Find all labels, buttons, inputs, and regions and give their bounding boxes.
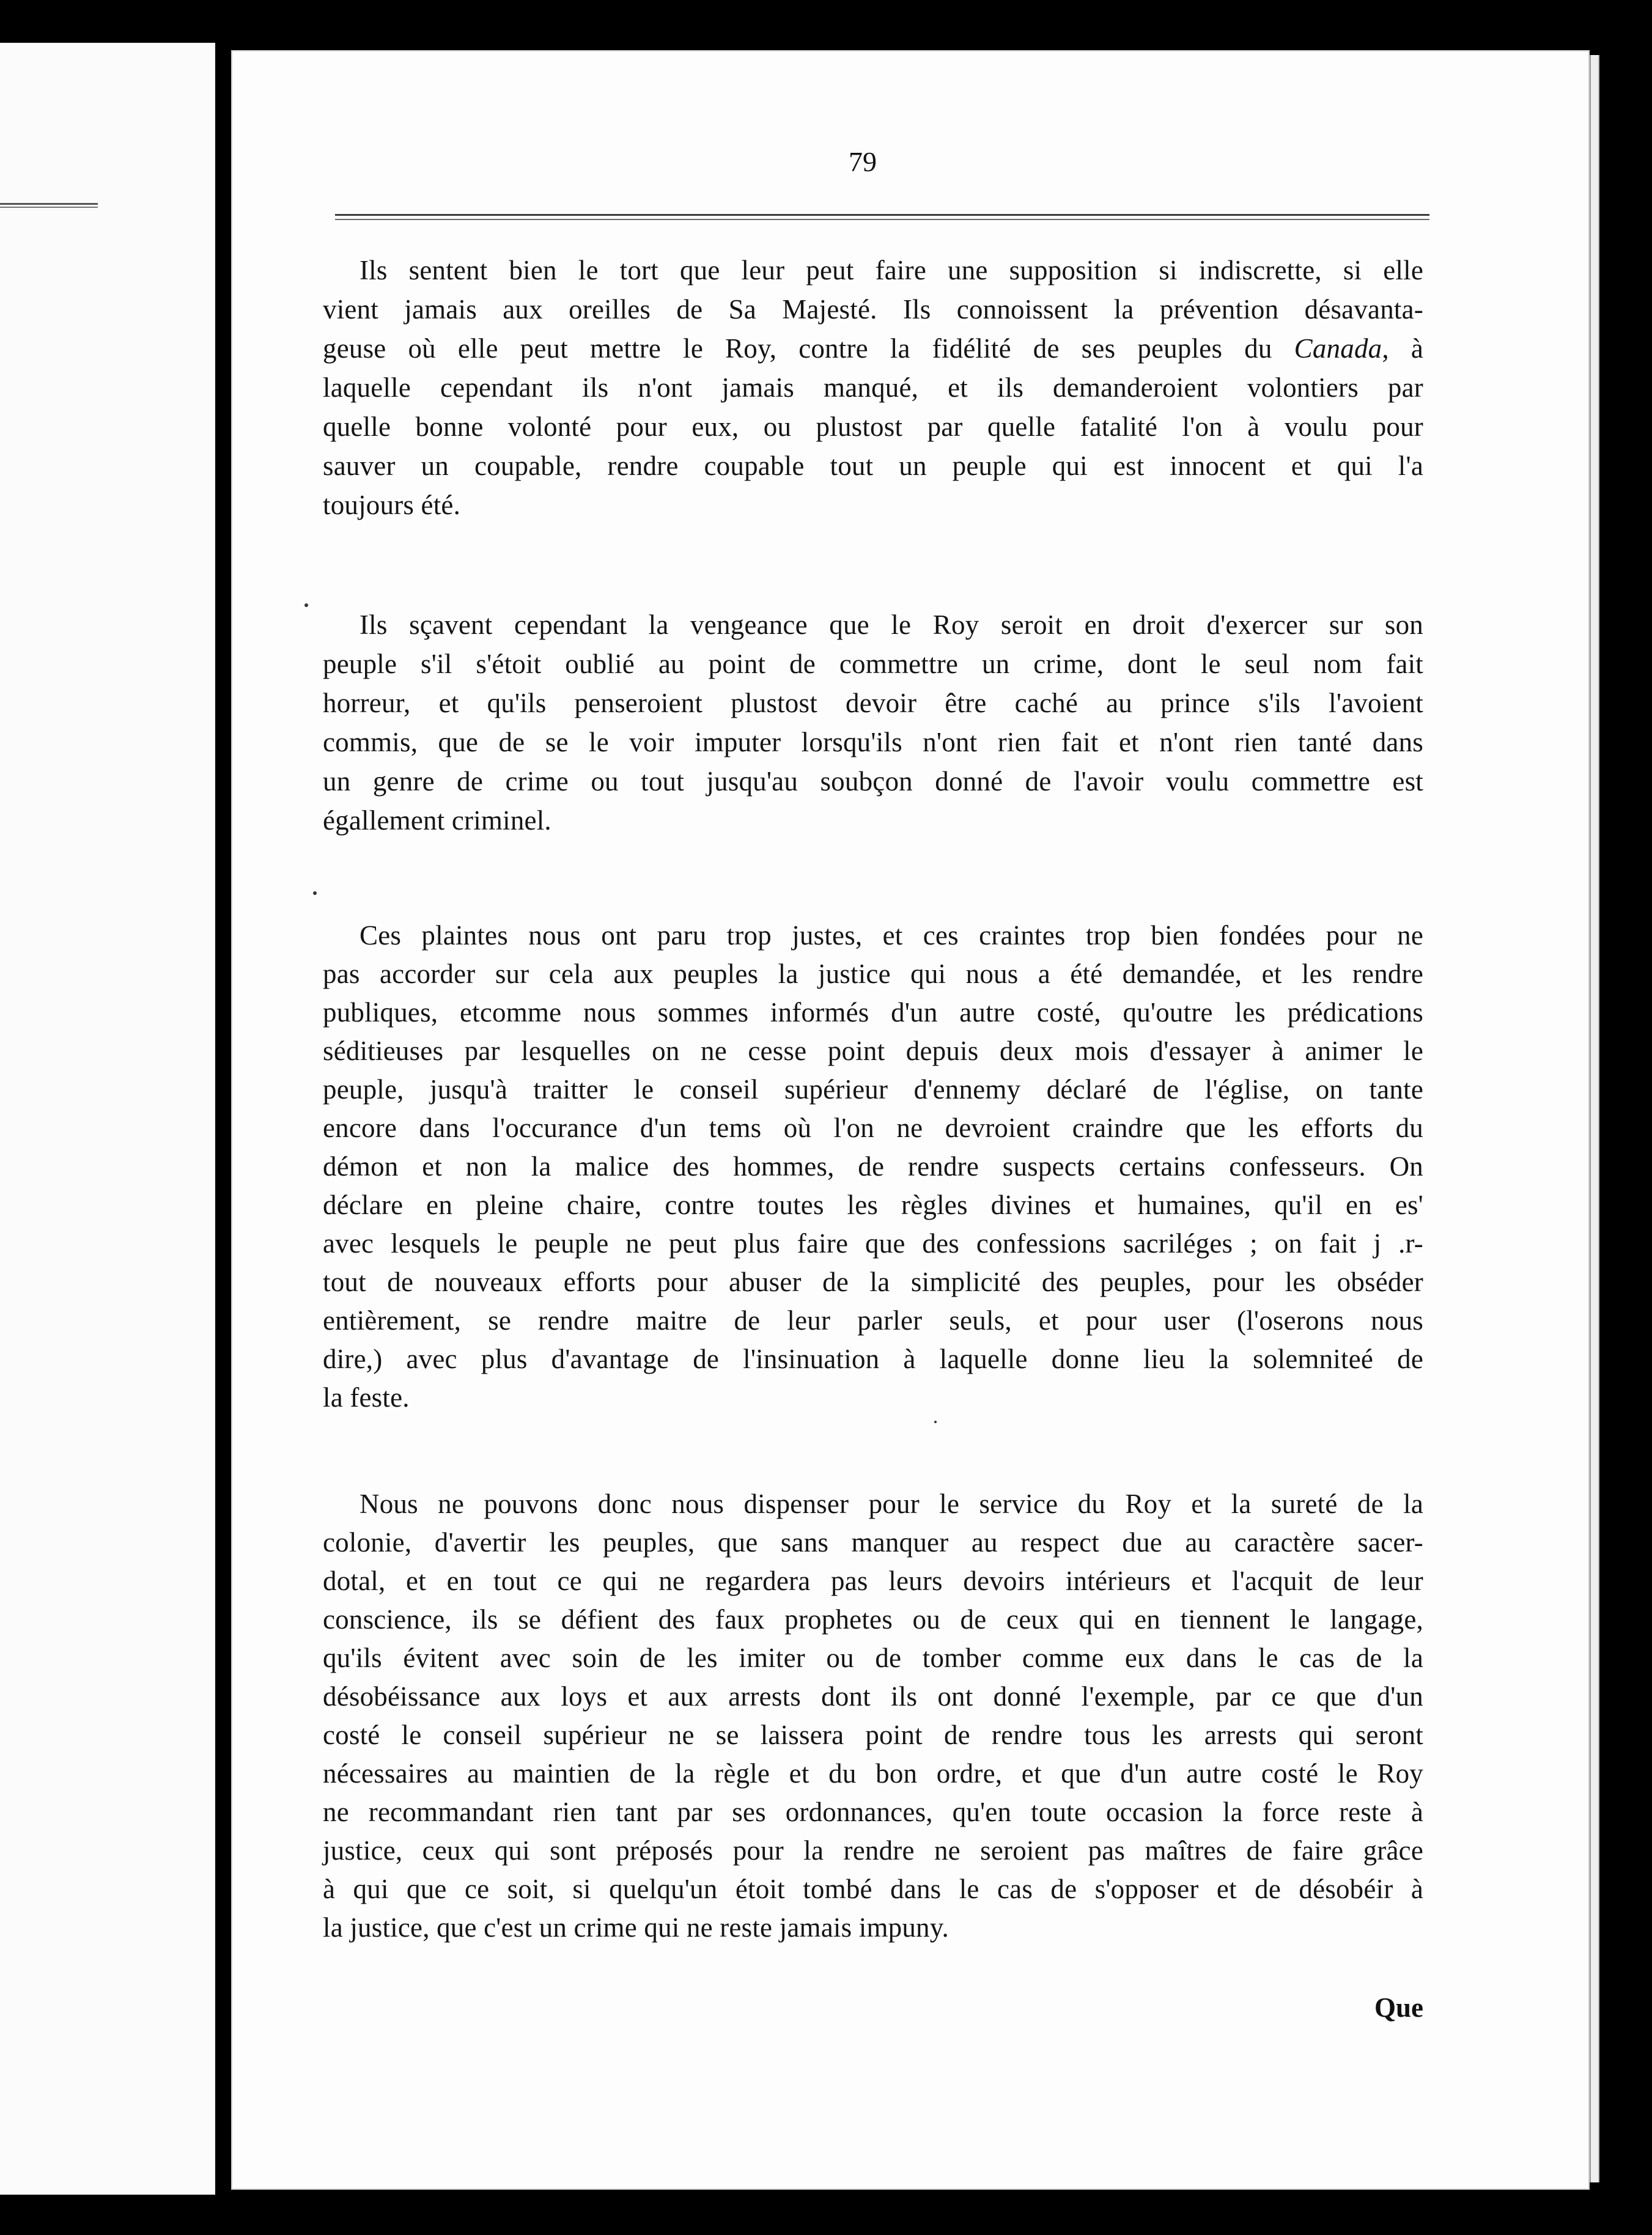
scan-speck <box>304 603 308 607</box>
text-line: dotal, et en tout ce qui ne regardera pas leurs devoirs intérieurs et l'acquit de leur <box>323 1566 1423 1596</box>
text-line <box>323 335 1423 363</box>
left-page-fragment <box>0 43 215 2195</box>
text-line: costé le conseil supérieur ne se laissera point de rendre tous les arrests qui seront <box>323 1720 1423 1750</box>
text-line: publiques, etcomme nous sommes informés d'un autre costé, qu'outre les prédications <box>323 997 1423 1028</box>
text-line: la justice, que c'est un crime qui ne reste jamais impuny. <box>323 1912 949 1943</box>
text-line: conscience, ils se défient des faux prophetes ou de ceux qui en tiennent le langage, <box>323 1604 1423 1635</box>
text-line: horreur, et qu'ils penseroient plustost devoir être caché au prince s'ils l'avoient <box>323 688 1423 718</box>
text-line: Nous ne pouvons donc nous dispenser pour le service du Roy et la sureté de la <box>360 1489 1423 1519</box>
document-page <box>231 50 1590 2190</box>
text-line: égallement criminel. <box>323 805 551 836</box>
text-line: désobéissance aux loys et aux arrests dont ils ont donné l'exemple, par ce que d'un <box>323 1681 1423 1712</box>
text-line: commis, que de se le voir imputer lorsqu'ils n'ont rien fait et n'ont rien tanté dans <box>323 727 1423 757</box>
text-line: quelle bonne volonté pour eux, ou plustost par quelle fatalité l'on à voulu pour <box>323 411 1423 442</box>
text-line: nécessaires au maintien de la règle et du bon ordre, et que d'un autre costé le Roy <box>323 1758 1423 1789</box>
page-edge <box>1590 55 1599 2182</box>
text-line: séditieuses par lesquelles on ne cesse point depuis deux mois d'essayer à animer le <box>323 1036 1423 1066</box>
catchword: Que <box>1374 1992 1424 2023</box>
text-line: Ils sçavent cependant la vengeance que le Roy seroit en droit d'exercer sur son <box>360 609 1423 640</box>
text-line: sauver un coupable, rendre coupable tout un peuple qui est innocent et qui l'a <box>323 451 1423 481</box>
text-span: geuse où elle peut mettre le Roy, contre la fidélité de ses peuples du <box>323 333 1272 364</box>
text-line: ne recommandant rien tant par ses ordonnances, qu'en toute occasion la force reste à <box>323 1797 1423 1827</box>
scan-speck <box>934 1421 937 1423</box>
text-line: à qui que ce soit, si quelqu'un étoit tombé dans le cas de s'opposer et de désobéir à <box>323 1874 1423 1904</box>
text-line: tout de nouveaux efforts pour abuser de la simplicité des peuples, pour les obséder <box>323 1267 1423 1297</box>
header-rule <box>335 214 1429 220</box>
text-line: peuple, jusqu'à traitter le conseil supérieur d'ennemy déclaré de l'église, on tante <box>323 1074 1423 1105</box>
scan-speck <box>313 891 317 895</box>
text-line: déclare en pleine chaire, contre toutes les règles divines et humaines, qu'il en es' <box>323 1190 1423 1220</box>
italic-word: Canada <box>1294 333 1382 364</box>
text-line: justice, ceux qui sont préposés pour la rendre ne seroient pas maîtres de faire grâce <box>323 1835 1423 1866</box>
text-line: un genre de crime ou tout jusqu'au soubçon donné de l'avoir voulu commettre est <box>323 766 1423 797</box>
text-line: peuple s'il s'étoit oublié au point de commettre un crime, dont le seul nom fait <box>323 649 1423 679</box>
text-line: dire,) avec plus d'avantage de l'insinuation à laquelle donne lieu la solemniteé de <box>323 1344 1423 1374</box>
text-line: avec lesquels le peuple ne peut plus faire que des confessions sacriléges ; on fait j .r- <box>323 1228 1423 1259</box>
text-line: entièrement, se rendre maitre de leur parler seuls, et pour user (l'oserons nous <box>323 1305 1423 1336</box>
text-line: toujours été. <box>323 490 461 520</box>
text-span: , à <box>1382 333 1424 364</box>
text-line: pas accorder sur cela aux peuples la justice qui nous a été demandée, et les rendre <box>323 959 1423 989</box>
text-line: vient jamais aux oreilles de Sa Majesté. Ils connoissent la prévention désavanta- <box>323 294 1423 325</box>
text-line: démon et non la malice des hommes, de rendre suspects certains confesseurs. On <box>323 1151 1423 1182</box>
text-line: Ils sentent bien le tort que leur peut faire une supposition si indiscrette, si elle <box>360 255 1423 285</box>
page-number: 79 <box>849 146 877 177</box>
text-line: colonie, d'avertir les peuples, que sans manquer au respect due au caractère sacer- <box>323 1527 1423 1558</box>
text-line: Ces plaintes nous ont paru trop justes, et ces craintes trop bien fondées pour ne <box>360 920 1423 951</box>
text-line: encore dans l'occurance d'un tems où l'on ne devroient craindre que les efforts du <box>323 1113 1423 1143</box>
text-line: qu'ils évitent avec soin de les imiter ou de tomber comme eux dans le cas de la <box>323 1643 1423 1673</box>
text-line: la feste. <box>323 1382 410 1413</box>
book-gutter <box>215 37 232 2201</box>
text-line: laquelle cependant ils n'ont jamais manqué, et ils demanderoient volontiers par <box>323 372 1423 403</box>
